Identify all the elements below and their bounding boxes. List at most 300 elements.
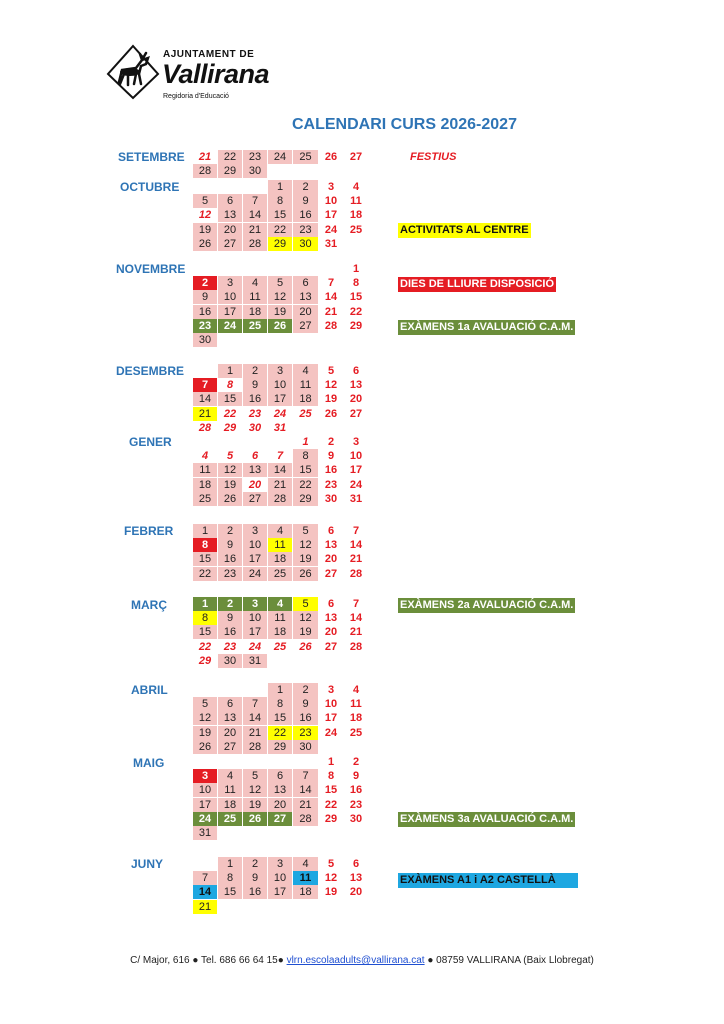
day-cell: 13 xyxy=(349,379,363,392)
day-cell: 13 xyxy=(243,463,267,477)
day-cell: 30 xyxy=(293,740,318,754)
day-cell: 18 xyxy=(193,478,217,492)
day-cell: 14 xyxy=(243,208,267,222)
day-cell: 10 xyxy=(243,611,267,625)
day-cell: 19 xyxy=(193,223,217,237)
day-cell: 24 xyxy=(324,726,338,739)
day-cell: 14 xyxy=(349,539,363,552)
day-cell: 11 xyxy=(193,463,217,477)
day-cell: 17 xyxy=(349,464,363,477)
day-cell: 10 xyxy=(218,290,242,304)
day-cell: 21 xyxy=(193,900,217,914)
day-cell: 21 xyxy=(293,798,318,812)
day-cell: 18 xyxy=(268,625,292,639)
day-cell: 13 xyxy=(324,612,338,625)
day-cell: 4 xyxy=(293,364,318,378)
day-cell: 11 xyxy=(293,378,318,392)
day-cell: 7 xyxy=(193,871,217,885)
day-cell: 17 xyxy=(218,305,242,319)
day-cell: 24 xyxy=(273,407,287,420)
day-cell: 17 xyxy=(324,712,338,725)
day-cell: 5 xyxy=(193,194,217,208)
day-cell: 6 xyxy=(352,365,360,377)
day-cell: 1 xyxy=(218,364,242,378)
day-cell: 22 xyxy=(268,223,292,237)
day-cell: 27 xyxy=(349,151,363,163)
day-cell: 1 xyxy=(327,756,335,768)
day-cell: 2 xyxy=(218,597,242,611)
day-cell: 1 xyxy=(352,263,360,275)
day-cell: 24 xyxy=(248,640,262,653)
day-cell: 2 xyxy=(293,180,318,194)
day-cell: 8 xyxy=(352,277,360,290)
page-title: CALENDARI CURS 2026-2027 xyxy=(292,116,517,133)
day-cell: 24 xyxy=(218,319,242,333)
day-cell: 12 xyxy=(193,711,217,725)
day-cell: 9 xyxy=(243,378,267,392)
day-cell: 19 xyxy=(293,552,318,566)
day-cell: 29 xyxy=(198,654,212,667)
day-cell: 15 xyxy=(349,291,363,304)
day-cell: 20 xyxy=(324,553,338,566)
day-cell: 5 xyxy=(327,858,335,870)
day-cell: 1 xyxy=(268,683,292,697)
day-cell: 24 xyxy=(349,478,363,491)
day-cell: 9 xyxy=(218,611,242,625)
day-cell: 14 xyxy=(349,612,363,625)
day-cell: 23 xyxy=(293,223,318,237)
day-cell: 21 xyxy=(243,223,267,237)
day-cell: 21 xyxy=(349,553,363,566)
day-cell: 15 xyxy=(218,885,242,899)
day-cell: 5 xyxy=(268,276,292,290)
day-cell: 15 xyxy=(193,625,217,639)
day-cell: 26 xyxy=(268,319,292,333)
day-cell: 30 xyxy=(248,421,262,434)
day-cell: 29 xyxy=(268,237,292,251)
day-cell: 3 xyxy=(327,181,335,193)
day-cell: 18 xyxy=(349,712,363,725)
day-cell: 20 xyxy=(248,478,262,491)
month-label: MARÇ xyxy=(131,598,167,612)
day-cell: 25 xyxy=(218,812,242,826)
day-cell: 1 xyxy=(218,857,242,871)
day-cell: 25 xyxy=(273,640,287,653)
day-cell: 15 xyxy=(268,208,292,222)
day-cell: 29 xyxy=(324,812,338,825)
day-cell: 18 xyxy=(243,305,267,319)
day-cell: 27 xyxy=(324,567,338,580)
day-cell: 20 xyxy=(268,798,292,812)
day-cell: 3 xyxy=(352,436,360,448)
day-cell: 17 xyxy=(324,209,338,222)
day-cell: 12 xyxy=(293,611,318,625)
day-cell: 6 xyxy=(327,525,335,537)
day-cell: 2 xyxy=(243,857,267,871)
day-cell: 11 xyxy=(268,538,292,552)
day-cell: 20 xyxy=(293,305,318,319)
day-cell: 29 xyxy=(218,164,242,178)
legend-lliure-disposicio: DIES DE LLIURE DISPOSICIÓ xyxy=(400,278,555,290)
day-cell: 10 xyxy=(268,871,292,885)
day-cell: 8 xyxy=(268,194,292,208)
day-cell: 25 xyxy=(349,726,363,739)
day-cell: 9 xyxy=(218,538,242,552)
month-label: GENER xyxy=(129,435,172,449)
day-cell: 7 xyxy=(352,598,360,610)
day-cell: 16 xyxy=(218,625,242,639)
day-cell: 28 xyxy=(198,421,212,434)
day-cell: 25 xyxy=(349,223,363,236)
day-cell: 15 xyxy=(268,711,292,725)
day-cell: 6 xyxy=(327,598,335,610)
day-cell: 19 xyxy=(324,886,338,899)
day-cell: 23 xyxy=(349,798,363,811)
day-cell: 24 xyxy=(324,223,338,236)
day-cell: 4 xyxy=(201,450,209,463)
day-cell: 27 xyxy=(218,740,242,754)
day-cell: 11 xyxy=(268,611,292,625)
day-cell: 1 xyxy=(268,180,292,194)
day-cell: 21 xyxy=(324,305,338,318)
day-cell: 8 xyxy=(218,871,242,885)
legend-festius: FESTIUS xyxy=(410,151,457,163)
day-cell: 11 xyxy=(293,871,318,885)
day-cell: 29 xyxy=(293,492,318,506)
day-cell: 5 xyxy=(293,597,318,611)
day-cell: 22 xyxy=(223,407,237,420)
day-cell: 2 xyxy=(327,436,335,448)
month-label: SETEMBRE xyxy=(118,150,185,164)
day-cell: 16 xyxy=(243,392,267,406)
day-cell: 11 xyxy=(218,783,242,797)
day-cell: 24 xyxy=(193,812,217,826)
day-cell: 20 xyxy=(349,393,363,406)
day-cell: 10 xyxy=(349,450,363,463)
day-cell: 28 xyxy=(349,567,363,580)
day-cell: 13 xyxy=(324,539,338,552)
day-cell: 13 xyxy=(349,872,363,885)
day-cell: 17 xyxy=(268,885,292,899)
day-cell: 22 xyxy=(198,640,212,653)
day-cell: 9 xyxy=(193,290,217,304)
day-cell: 1 xyxy=(193,597,217,611)
day-cell: 13 xyxy=(218,208,242,222)
day-cell: 22 xyxy=(324,798,338,811)
day-cell: 29 xyxy=(223,421,237,434)
logo-wordmark: Vallirana xyxy=(162,59,270,89)
day-cell: 23 xyxy=(293,726,318,740)
day-cell: 17 xyxy=(268,392,292,406)
day-cell: 6 xyxy=(352,858,360,870)
day-cell: 28 xyxy=(243,740,267,754)
day-cell: 8 xyxy=(327,770,335,783)
day-cell: 25 xyxy=(193,492,217,506)
day-cell: 8 xyxy=(193,538,217,552)
day-cell: 22 xyxy=(268,726,292,740)
day-cell: 6 xyxy=(268,769,292,783)
day-cell: 23 xyxy=(248,407,262,420)
day-cell: 1 xyxy=(193,524,217,538)
day-cell: 4 xyxy=(293,857,318,871)
day-cell: 21 xyxy=(193,407,217,421)
day-cell: 26 xyxy=(193,237,217,251)
day-cell: 2 xyxy=(243,364,267,378)
day-cell: 21 xyxy=(349,626,363,639)
day-cell: 20 xyxy=(349,886,363,899)
day-cell: 6 xyxy=(218,697,242,711)
day-cell: 28 xyxy=(349,640,363,653)
day-cell: 19 xyxy=(243,798,267,812)
deer-emblem-icon xyxy=(106,44,160,100)
day-cell: 12 xyxy=(198,209,212,222)
day-cell: 19 xyxy=(193,726,217,740)
day-cell: 26 xyxy=(218,492,242,506)
day-cell: 5 xyxy=(226,450,234,463)
day-cell: 18 xyxy=(293,885,318,899)
day-cell: 31 xyxy=(349,492,363,505)
day-cell: 27 xyxy=(243,492,267,506)
day-cell: 28 xyxy=(193,164,217,178)
day-cell: 12 xyxy=(218,463,242,477)
day-cell: 7 xyxy=(243,697,267,711)
day-cell: 31 xyxy=(243,654,267,668)
day-cell: 31 xyxy=(193,826,217,840)
day-cell: 27 xyxy=(349,407,363,420)
day-cell: 25 xyxy=(299,407,312,420)
day-cell: 24 xyxy=(243,567,267,581)
day-cell: 12 xyxy=(293,538,318,552)
day-cell: 30 xyxy=(193,333,217,347)
day-cell: 26 xyxy=(299,640,312,653)
day-cell: 3 xyxy=(327,684,335,696)
day-cell: 14 xyxy=(293,783,318,797)
day-cell: 26 xyxy=(324,151,338,163)
day-cell: 30 xyxy=(218,654,242,668)
day-cell: 26 xyxy=(324,407,338,420)
day-cell: 18 xyxy=(349,209,363,222)
day-cell: 7 xyxy=(243,194,267,208)
day-cell: 5 xyxy=(293,524,318,538)
legend-examens-2a: EXÀMENS 2a AVALUACIÓ C.A.M. xyxy=(400,599,574,611)
day-cell: 27 xyxy=(324,640,338,653)
day-cell: 14 xyxy=(243,711,267,725)
day-cell: 18 xyxy=(293,392,318,406)
day-cell: 16 xyxy=(349,784,363,797)
day-cell: 7 xyxy=(293,769,318,783)
day-cell: 2 xyxy=(352,756,360,768)
logo-line1: AJUNTAMENT DE xyxy=(163,49,255,60)
day-cell: 16 xyxy=(293,711,318,725)
day-cell: 27 xyxy=(268,812,292,826)
day-cell: 18 xyxy=(268,552,292,566)
footer-city: ● 08759 VALLIRANA (Baix Llobregat) xyxy=(427,955,594,966)
day-cell: 15 xyxy=(218,392,242,406)
day-cell: 24 xyxy=(268,150,292,164)
legend-activitats: ACTIVITATS AL CENTRE xyxy=(400,224,529,236)
day-cell: 23 xyxy=(223,640,237,653)
day-cell: 8 xyxy=(193,611,217,625)
day-cell: 23 xyxy=(193,319,217,333)
day-cell: 20 xyxy=(218,726,242,740)
day-cell: 9 xyxy=(293,697,318,711)
day-cell: 17 xyxy=(243,552,267,566)
day-cell: 4 xyxy=(268,597,292,611)
day-cell: 22 xyxy=(218,150,242,164)
day-cell: 4 xyxy=(268,524,292,538)
day-cell: 2 xyxy=(193,276,217,290)
day-cell: 10 xyxy=(243,538,267,552)
day-cell: 19 xyxy=(268,305,292,319)
day-cell: 28 xyxy=(268,492,292,506)
day-cell: 14 xyxy=(193,392,217,406)
day-cell: 18 xyxy=(218,798,242,812)
month-label: MAIG xyxy=(133,756,165,770)
day-cell: 11 xyxy=(350,195,362,208)
day-cell: 8 xyxy=(226,379,234,392)
footer-email-link[interactable]: vlrn.escolaadults@vallirana.cat xyxy=(286,955,425,966)
day-cell: 8 xyxy=(293,449,318,463)
day-cell: 13 xyxy=(218,711,242,725)
day-cell: 3 xyxy=(243,524,267,538)
day-cell: 4 xyxy=(352,181,360,193)
day-cell: 12 xyxy=(324,379,338,392)
month-label: DESEMBRE xyxy=(116,364,185,378)
day-cell: 17 xyxy=(243,625,267,639)
day-cell: 31 xyxy=(273,421,287,434)
day-cell: 10 xyxy=(268,378,292,392)
day-cell: 6 xyxy=(251,450,259,463)
day-cell: 23 xyxy=(218,567,242,581)
day-cell: 7 xyxy=(276,450,284,463)
day-cell: 14 xyxy=(324,291,338,304)
day-cell: 13 xyxy=(293,290,318,304)
day-cell: 1 xyxy=(302,436,309,448)
day-cell: 3 xyxy=(193,769,217,783)
day-cell: 30 xyxy=(243,164,267,178)
month-label: FEBRER xyxy=(124,524,174,538)
day-cell: 4 xyxy=(218,769,242,783)
day-cell: 5 xyxy=(327,365,335,377)
day-cell: 16 xyxy=(243,885,267,899)
day-cell: 19 xyxy=(218,478,242,492)
day-cell: 2 xyxy=(218,524,242,538)
day-cell: 5 xyxy=(243,769,267,783)
day-cell: 2 xyxy=(293,683,318,697)
day-cell: 13 xyxy=(268,783,292,797)
day-cell: 6 xyxy=(293,276,318,290)
day-cell: 4 xyxy=(243,276,267,290)
day-cell: 9 xyxy=(327,450,335,463)
day-cell: 3 xyxy=(268,364,292,378)
legend-examens-1a: EXÀMENS 1a AVALUACIÓ C.A.M. xyxy=(400,321,574,333)
day-cell: 16 xyxy=(218,552,242,566)
day-cell: 3 xyxy=(268,857,292,871)
day-cell: 7 xyxy=(327,277,335,290)
day-cell: 28 xyxy=(293,812,318,826)
day-cell: 21 xyxy=(268,478,292,492)
month-label: JUNY xyxy=(131,857,164,871)
day-cell: 26 xyxy=(243,812,267,826)
day-cell: 27 xyxy=(293,319,318,333)
day-cell: 27 xyxy=(218,237,242,251)
day-cell: 20 xyxy=(218,223,242,237)
day-cell: 11 xyxy=(350,698,362,711)
day-cell: 28 xyxy=(243,237,267,251)
month-label: NOVEMBRE xyxy=(116,262,186,276)
day-cell: 30 xyxy=(349,812,363,825)
day-cell: 25 xyxy=(268,567,292,581)
day-cell: 16 xyxy=(193,305,217,319)
day-cell: 6 xyxy=(218,194,242,208)
month-label: ABRIL xyxy=(131,683,168,697)
day-cell: 16 xyxy=(293,208,318,222)
legend-examens-castella: EXÀMENS A1 i A2 CASTELLÀ xyxy=(398,873,578,888)
day-cell: 28 xyxy=(324,319,338,332)
day-cell: 17 xyxy=(193,798,217,812)
day-cell: 25 xyxy=(293,150,318,164)
day-cell: 30 xyxy=(324,492,338,505)
logo xyxy=(106,44,270,106)
day-cell: 10 xyxy=(193,783,217,797)
day-cell: 15 xyxy=(293,463,318,477)
day-cell: 12 xyxy=(243,783,267,797)
day-cell: 21 xyxy=(243,726,267,740)
day-cell: 12 xyxy=(324,872,338,885)
day-cell: 7 xyxy=(193,378,217,392)
day-cell: 9 xyxy=(243,871,267,885)
day-cell: 29 xyxy=(349,319,363,332)
day-cell: 3 xyxy=(243,597,267,611)
day-cell: 12 xyxy=(268,290,292,304)
day-cell: 22 xyxy=(349,305,363,318)
day-cell: 15 xyxy=(193,552,217,566)
day-cell: 4 xyxy=(352,684,360,696)
day-cell: 23 xyxy=(243,150,267,164)
footer xyxy=(0,955,724,966)
month-label: OCTUBRE xyxy=(120,180,180,194)
day-cell: 19 xyxy=(293,625,318,639)
day-cell: 5 xyxy=(193,697,217,711)
day-cell: 10 xyxy=(324,698,338,711)
logo-subtitle: Regidoria d'Educació xyxy=(163,93,229,100)
day-cell: 31 xyxy=(324,237,338,250)
day-cell: 26 xyxy=(193,740,217,754)
day-cell: 11 xyxy=(243,290,267,304)
day-cell: 25 xyxy=(243,319,267,333)
day-cell: 9 xyxy=(293,194,318,208)
day-cell: 14 xyxy=(268,463,292,477)
day-cell: 23 xyxy=(324,478,338,491)
footer-address: C/ Major, 616 ● Tel. 686 66 64 15● xyxy=(130,955,284,966)
day-cell: 15 xyxy=(324,784,338,797)
day-cell: 7 xyxy=(352,525,360,537)
day-cell: 20 xyxy=(324,626,338,639)
day-cell: 10 xyxy=(324,195,338,208)
day-cell: 29 xyxy=(268,740,292,754)
day-cell: 21 xyxy=(198,151,212,163)
day-cell: 30 xyxy=(293,237,318,251)
day-cell: 19 xyxy=(324,393,338,406)
day-cell: 22 xyxy=(193,567,217,581)
legend-examens-3a: EXÀMENS 3a AVALUACIÓ C.A.M. xyxy=(400,813,574,825)
day-cell: 16 xyxy=(324,464,338,477)
day-cell: 3 xyxy=(218,276,242,290)
day-cell: 22 xyxy=(293,478,318,492)
day-cell: 9 xyxy=(352,770,360,783)
day-cell: 26 xyxy=(293,567,318,581)
day-cell: 8 xyxy=(268,697,292,711)
